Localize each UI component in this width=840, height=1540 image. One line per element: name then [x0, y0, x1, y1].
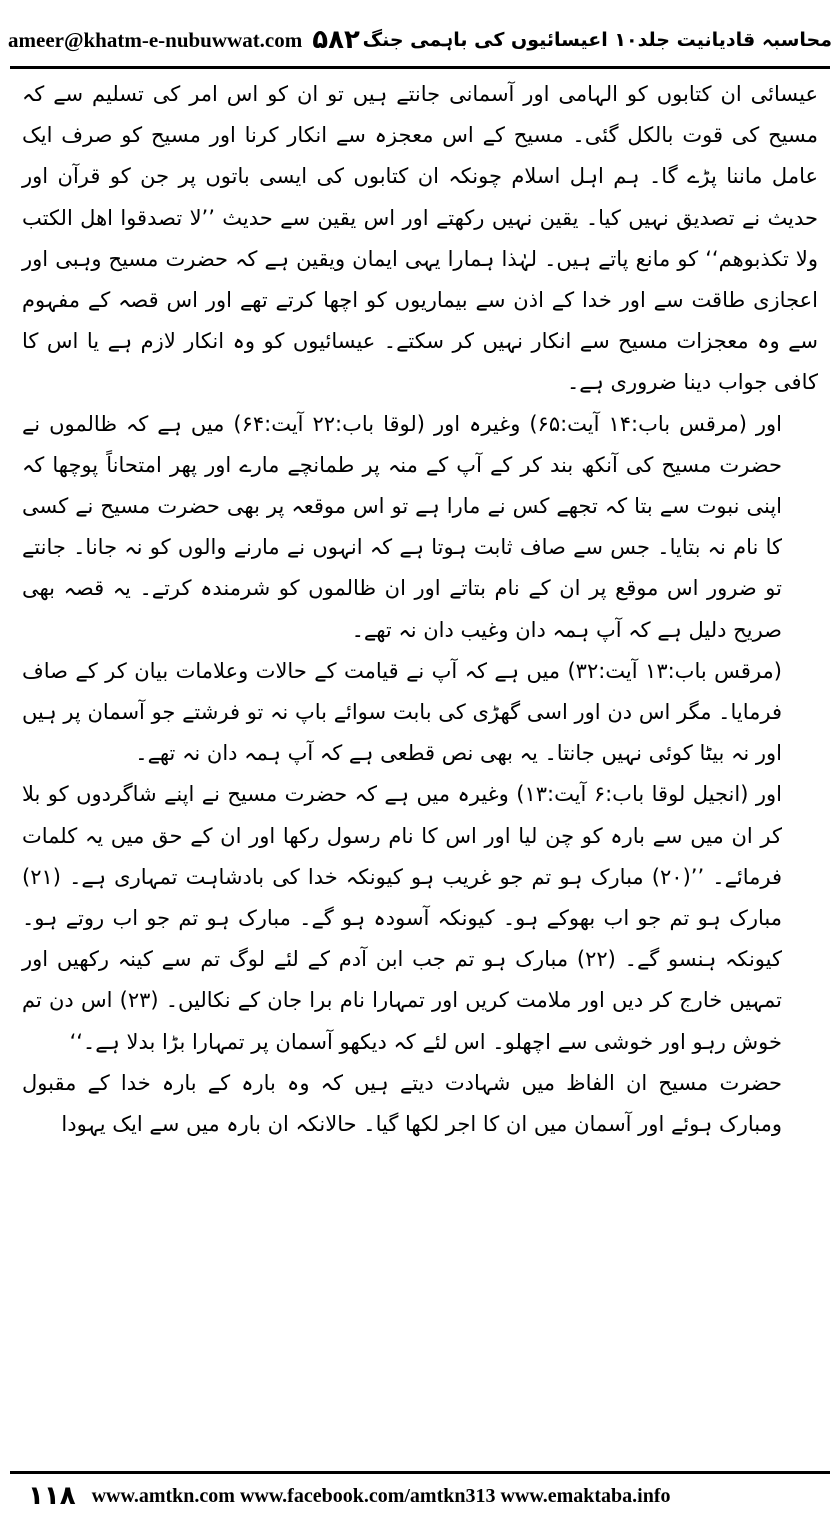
- header-divider: [10, 66, 830, 69]
- paragraph-3: (مرقس باب:۱۳ آیت:۳۲) میں ہے کہ آپ نے قیامت کے حالات وعلامات بیان کر کے صاف فرمایا۔ مگر اس دن اور اسی گھڑی کی بابت سوائے باپ نہ تو فرشتے جو آسمان پر ہیں اور نہ بیٹا کوئی نہیں جانتا۔ یہ بھی نص قطعی ہے کہ آپ ہمہ دان نہ تھے۔: [22, 658, 782, 766]
- header-email-link[interactable]: ameer@khatm-e-nubuwwat.com: [8, 27, 303, 52]
- paragraph-1: عیسائی ان کتابوں کو الہامی اور آسمانی جانتے ہیں تو ان کو اس امر کی تسلیم سے کہ مسیح کی قوت بالکل گئی۔ مسیح کے اس معجزہ سے انکار کرنا اور مسیح کو صرف ایک عامل ماننا پڑے گا۔ ہم اہل اسلام چونکہ ان کتابوں کی ایسی باتوں پر جن کو قرآن اور حدیث نے تصدیق نہیں کیا۔ یقین نہیں رکھتے اور اس یقین سے حدیث ’’لا تصدقوا اهل الكتب ولا تكذبوهم‘‘ کو مانع پاتے ہیں۔ لہٰذا ہمارا یہی ایمان ویقین ہے کہ حضرت مسیح وہبی اور اعجازی طاقت سے اور خدا کے اذن سے بیماریوں کو اچھا کرتے تھے اور اس قصہ کے مفہوم سے وہ معجزات مسیح سے انکار نہیں کر سکتے۔ عیسائیوں کو وہ انکار لازم ہے یا اس کا کافی جواب دینا ضروری ہے۔: [22, 82, 818, 395]
- paragraph-2: اور (مرقس باب:۱۴ آیت:۶۵) وغیرہ اور (لوقا باب:۲۲ آیت:۶۴) میں ہے کہ ظالموں نے حضرت مسیح کی آنکھ بند کر کے آپ کے منہ پر طمانچے مارے اور پھر امتحاناً پوچھا کہ اپنی نبوت سے بتا کہ تجھے کس نے مارا ہے تو اس موقعہ پر بھی حضرت مسیح نے کسی کا نام نہ بتایا۔ جس سے صاف ثابت ہوتا ہے کہ انہوں نے مارنے والوں کو نہ جانا۔ جانتے تو ضرور اس موقع پر ان کے نام بتاتے اور ان ظالموں کو شرمندہ کرتے۔ یہ قصہ بھی صریح دلیل ہے کہ آپ ہمہ دان وغیب دان نہ تھے۔: [22, 411, 782, 642]
- document-body: [22, 74, 818, 1462]
- page-footer: [10, 1471, 830, 1518]
- footer-links[interactable]: www.amtkn.com www.facebook.com/amtkn313 www.emaktaba.info: [91, 1484, 671, 1507]
- footer-page-number: ۱۱۸: [28, 1481, 76, 1511]
- page-header: [8, 16, 832, 64]
- header-page-number: ۵۸۲: [312, 25, 360, 55]
- header-left: [8, 25, 360, 55]
- paragraph-5: حضرت مسیح ان الفاظ میں شہادت دیتے ہیں کہ وہ بارہ کے بارہ خدا کے مقبول ومبارک ہوئے اور آسمان میں ان کا اجر لکھا گیا۔ حالانکہ ان بارہ میں سے ایک یہودا: [22, 1070, 782, 1137]
- header-title: محاسبہ قادیانیت جلد۱۰ اعیسائیوں کی باہمی جنگ: [362, 29, 832, 51]
- paragraph-4: اور (انجیل لوقا باب:۶ آیت:۱۳) وغیرہ میں ہے کہ حضرت مسیح نے اپنے شاگردوں کو بلا کر ان میں سے بارہ کو چن لیا اور اس کا نام رسول رکھا اور ان کے حق میں یہ کلمات فرمائے۔ ’’(۲۰) مبارک ہو تم جو غریب ہو کیونکہ خدا کی بادشاہت تمہاری ہے۔ (۲۱) مبارک ہو تم جو اب بھوکے ہو۔ کیونکہ آسودہ ہو گے۔ مبارک ہو تم جو اب روتے ہو۔ کیونکہ ہنسو گے۔ (۲۲) مبارک ہو تم جب ابن آدم کے لئے لوگ تم سے کینہ رکھیں اور تمہیں خارج کر دیں اور ملامت کریں اور تمہارا نام برا جان کے نکالیں۔ (۲۳) اس دن تم خوش رہو اور خوشی سے اچھلو۔ اس لئے کہ دیکھو آسمان پر تمہارا بڑا بدلا ہے۔‘‘: [22, 782, 782, 1054]
